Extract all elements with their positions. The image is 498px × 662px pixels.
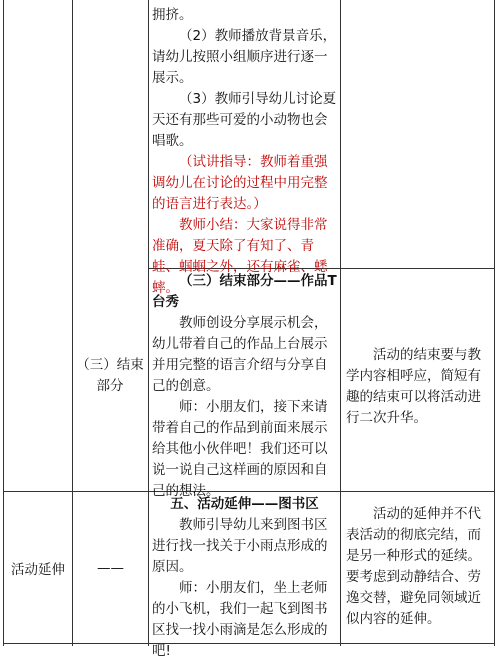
row2-stage-cell (76, 355, 144, 397)
row1-summary: 教师小结：大家说得非常准确，夏天除了有知了、青蛙、蝈蝈之外，还有麻雀、蟋蟀。 (152, 217, 328, 296)
row3-note-cell (346, 504, 490, 630)
row1-content-cell (152, 5, 337, 299)
row3-label: 活动延伸 (11, 561, 65, 578)
row2-note: 活动的结束要与教学内容相呼应，简短有趣的结束可以将活动进行二次升华。 (346, 347, 481, 426)
row2-heading: （三）结束部分——作品T台秀 (152, 273, 337, 310)
row2-stage: （三）结束部分 (76, 357, 144, 394)
row1-line-2: （3）教师引导幼儿讨论夏天还有那些可爱的小动物也会唱歌。 (152, 91, 337, 149)
row3-note: 活动的延伸并不代表活动的彻底完结，而是另一种形式的延续。要考虑到动静结合、劳逸交替，避免同领域近似内容的延伸。 (346, 506, 481, 627)
row3-label-cell (4, 492, 72, 643)
row1-line-0: 拥挤。 (152, 7, 193, 23)
row1-line-1: （2）教师播放背景音乐，请幼儿按照小组顺序进行逐一展示。 (152, 28, 337, 86)
table-border-col3 (340, 0, 341, 646)
row2-content-cell (152, 271, 337, 502)
row2-para2: 师：小朋友们，接下来请带着自己的作品到前面来展示给其他小伙伴吧！我们还可以说一说自己这样画的原因和自己的想法。 (152, 399, 328, 499)
row3-dash: —— (97, 559, 124, 576)
row1-guide: （试讲指导：教师着重强调幼儿在讨论的过程中用完整的语言进行表达。） (152, 154, 328, 212)
row2-para1: 教师创设分享展示机会，幼儿带着自己的作品上台展示并用完整的语言介绍与分享自己的创意。 (152, 315, 328, 394)
row3-para2: 师：小朋友们，坐上老师的小飞机，我们一起飞到图书区找一找小雨滴是怎么形成的吧! (152, 580, 328, 659)
row3-heading: 五、活动延伸——图书区 (170, 496, 319, 512)
table-border-col2 (148, 0, 149, 646)
row3-para1: 教师引导幼儿来到图书区进行找一找关于小雨点形成的原因。 (152, 517, 328, 575)
table-border-right (494, 0, 495, 646)
row3-dash-cell (73, 492, 148, 643)
row3-content-cell (152, 494, 337, 662)
row2-note-cell (346, 345, 490, 429)
